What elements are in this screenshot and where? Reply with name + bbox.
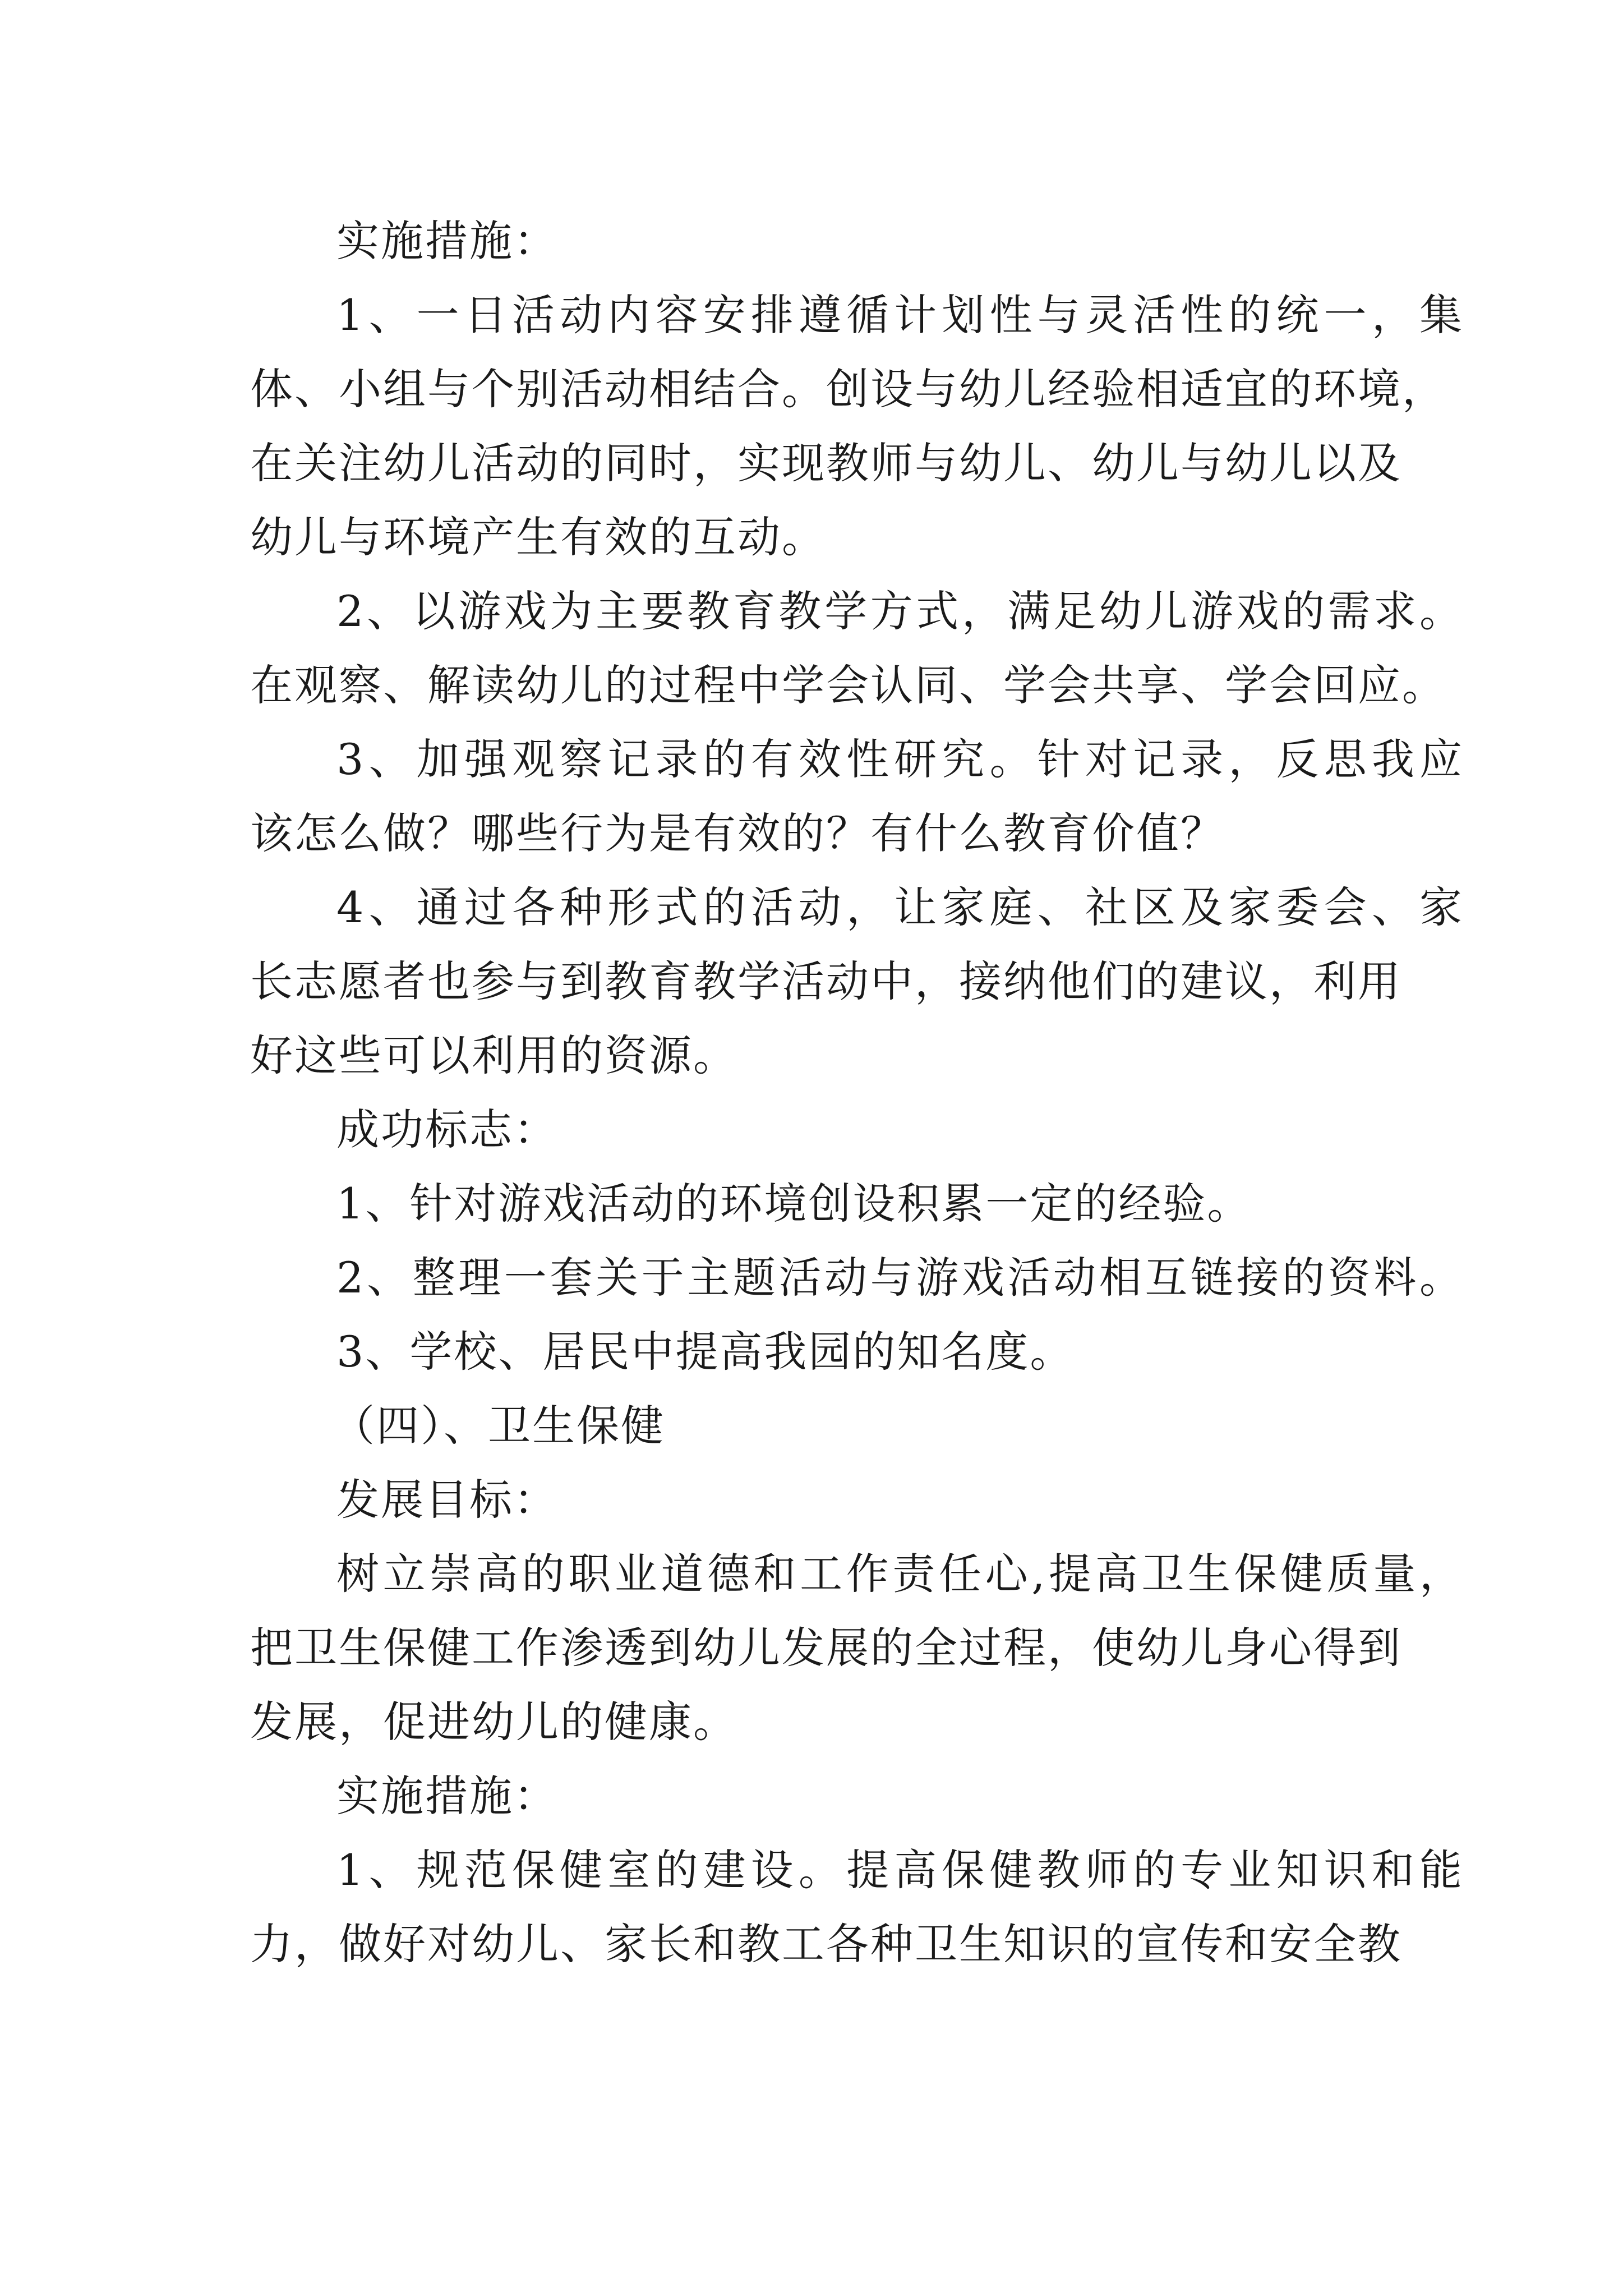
paragraph-line: 4、通过各种形式的活动，让家庭、社区及家委会、家: [336, 882, 1464, 932]
paragraph-line: 体、小组与个别活动相结合。创设与幼儿经验相适宜的环境，: [250, 364, 1446, 414]
heading-implementation-measures-2: 实施措施：: [336, 1771, 558, 1821]
paragraph-line: 该怎么做？哪些行为是有效的？有什么教育价值？: [250, 808, 1225, 858]
paragraph-line: 好这些可以利用的资源。: [250, 1030, 737, 1080]
paragraph-line: 发展，促进幼儿的健康。: [250, 1697, 737, 1747]
paragraph-line: 幼儿与环境产生有效的互动。: [250, 512, 826, 562]
paragraph-line: 在关注幼儿活动的同时，实现教师与幼儿、幼儿与幼儿以及: [250, 438, 1402, 488]
paragraph-line: 力，做好对幼儿、家长和教工各种卫生知识的宣传和安全教: [250, 1919, 1402, 1969]
paragraph-line: 1、规范保健室的建设。提高保健教师的专业知识和能: [336, 1845, 1464, 1895]
heading-success-indicators: 成功标志：: [336, 1105, 558, 1154]
paragraph-line: 1、针对游戏活动的环境创设积累一定的经验。: [336, 1179, 1252, 1228]
paragraph-line: 树立崇高的职业道德和工作责任心,提高卫生保健质量，: [336, 1549, 1464, 1599]
paragraph-line: 2、以游戏为主要教育教学方式，满足幼儿游戏的需求。: [336, 586, 1464, 636]
paragraph-line: 1、一日活动内容安排遵循计划性与灵活性的统一，集: [336, 290, 1464, 340]
heading-implementation-measures: 实施措施：: [336, 216, 558, 266]
paragraph-line: 2、整理一套关于主题活动与游戏活动相互链接的资料。: [336, 1253, 1464, 1303]
paragraph-line: 3、学校、居民中提高我园的知名度。: [336, 1327, 1075, 1377]
paragraph-line: 把卫生保健工作渗透到幼儿发展的全过程，使幼儿身心得到: [250, 1623, 1402, 1673]
section-heading-health-care: （四）、卫生保健: [332, 1401, 665, 1451]
heading-development-goals: 发展目标：: [336, 1475, 558, 1525]
paragraph-line: 3、加强观察记录的有效性研究。针对记录，反思我应: [336, 734, 1464, 784]
paragraph-line: 在观察、解读幼儿的过程中学会认同、学会共享、学会回应。: [250, 660, 1446, 710]
paragraph-line: 长志愿者也参与到教育教学活动中，接纳他们的建议，利用: [250, 956, 1402, 1006]
